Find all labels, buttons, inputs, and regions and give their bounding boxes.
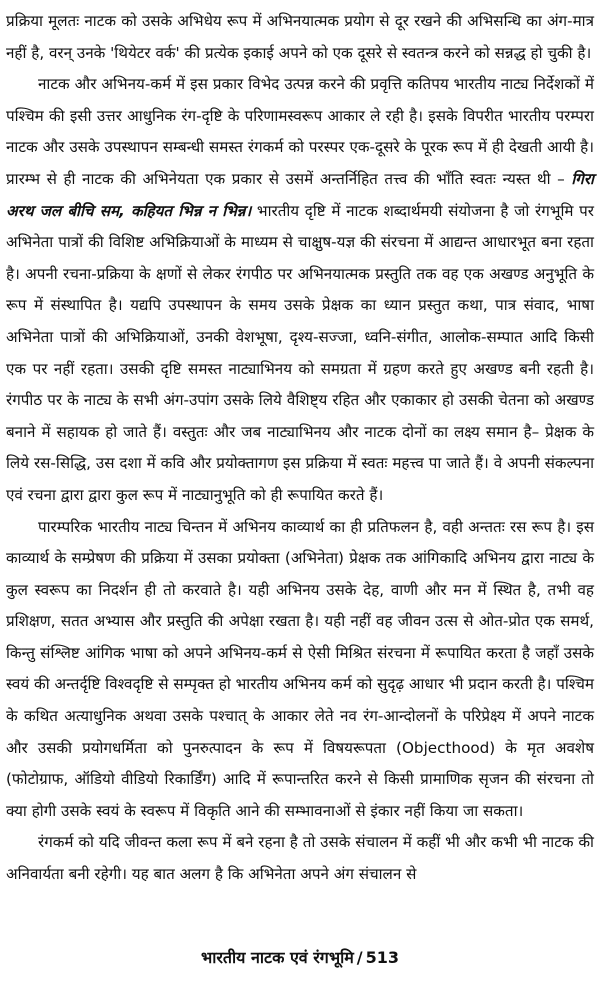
paragraph-rangkarm: रंगकर्म को यदि जीवन्त कला रूप में बने रहना है तो उसके संचालन में कहीं भी और कभी भी नाटक की अनिवार्यता बनी रहेगी। यह बात अलग है कि अभिनेता अपने अंग संचालन से [6,833,594,884]
footer-separator: / [356,948,363,967]
footer-book-title: भारतीय नाटक एवं रंगभूमि [200,948,354,967]
page-footer [0,946,600,968]
paragraph-text-after-quote: भारतीय दृष्टि में नाटक शब्दार्थमयी संयोजना है जो रंगभूमि पर अभिनेता पात्रों की विशिष्ट अभिक्रियाओं के माध्यम से चाक्षुष-यज्ञ की संरचना में आद्यन्त आधारभूत बना रहता है। अपनी रचना-प्रक्रिया के क्षणों से लेकर रंगपीठ पर अभिनयात्मक प्रस्तुति तक वह एक अखण्ड अनुभूति के रूप में संस्थापित है। यद्यपि उपस्थापन के समय उसके प्रेक्षक का ध्यान प्रस्तुत कथा, पात्र संवाद, भाषा अभिनेता पात्रों की अभिक्रियाओं, उनकी वेशभूषा, दृश्य-सज्जा, ध्वनि-संगीत, आलोक-सम्पात आदि किसी एक पर नहीं रहता। उसकी दृष्टि समस्त नाट्याभिनय को समग्रता में ग्रहण करते हुए अखण्ड बनी रहती है। रंगपीठ पर के नाट्य के सभी अंग-उपांग उसके लिये वैशिष्ट्य रहित और एकाकार हो उसकी चेतना को अखण्ड बनाने में सहायक हो जाते हैं। वस्तुतः और जब नाट्याभिनय और नाटक दोनों का लक्ष्य समान है– प्रेक्षक के लिये रस-सिद्धि, उस दशा में कवि और प्रयोक्तागण इस प्रक्रिया में स्वतः महत्त्व पा जाते हैं। वे अपनी संकल्पना एवं रचना द्वारा द्वारा कुल रूप में नाट्यानुभूति को ही रूपायित करते हैं। [6,201,594,504]
page-number: 513 [365,948,400,967]
paragraph-paramparik-chintan: पारम्परिक भारतीय नाट्य चिन्तन में अभिनय काव्यार्थ का ही प्रतिफलन है, वही अन्ततः रस रूप है। इस काव्यार्थ के सम्प्रेषण की प्रक्रिया में उसका प्रयोक्ता (अभिनेता) प्रेक्षक तक आंगिकादि अभिनय द्वारा नाट्य के कुल स्वरूप का निदर्शन ही तो करवाते है। यही अभिनय उसके देह, वाणी और मन में स्थित है, तभी वह प्रशिक्षण, सतत अभ्यास और प्रस्तुति की अपेक्षा रखता है। यही नहीं वह जीवन उत्स से ओत-प्रोत एक समर्थ, किन्तु संश्लिष्ट आंगिक भाषा को अपने अभिनय-कर्म से ऐसी मिश्रित संरचना में रूपायित करता है जहाँ उसके स्वयं की अन्तर्दृष्टि विश्वदृष्टि से सम्पृक्त हो भारतीय अभिनय कर्म को सुदृढ़ आधार भी प्रदान करती है। पश्चिम के कथित अत्याधुनिक अथवा उसके पश्चात् के आकार लेते नव रंग-आन्दोलनों के परिप्रेक्ष्य में अपने नाटक और उसकी प्रयोगधर्मिता को पुनरुत्पादन के रूप में विषयरूपता (Objecthood) के मृत अवशेष (फोटोग्राफ, ऑडियो वीडियो रिकार्डिंग) आदि में रूपान्तरित करने से किसी प्रामाणिक सृजन की संरचना तो क्या होगी उसके स्वयं के स्वरूप में विकृति आने की सम्भावनाओं से इंकार नहीं किया जा सकता। [6,517,594,820]
paragraph-text-before-quote: नाटक और अभिनय-कर्म में इस प्रकार विभेद उत्पन्न करने की प्रवृत्ति कतिपय भारतीय नाट्य निर्देशकों में पश्चिम की इसी उत्तर आधुनिक रंग-दृष्टि के परिणामस्वरूप आकार ले रही है। इसके विपरीत भारतीय परम्परा नाटक और उसके उपस्थापन सम्बन्धी समस्त रंगकर्म को परस्पर एक-दूसरे के पूरक रूप में ही देखती आयी है। प्रारम्भ से ही नाटक की अभिनेयता एक प्रकार से उसमें अन्तर्निहित तत्त्व की भाँति स्वतः न्यस्त थी – [6,75,594,188]
quoted-verse: गिरा अरथ जल बीचि सम, कहियत भिन्न न भिन्न। [6,169,594,220]
paragraph-natak-abhinay [6,69,594,511]
paragraph-continuation: प्रक्रिया मूलतः नाटक को उसके अभिधेय रूप में अभिनयात्मक प्रयोग से दूर रखने की अभिसन्धि का अंग-मात्र नहीं है, वरन् उनके 'थियेटर वर्क' की प्रत्येक इकाई अपने को एक दूसरे से स्वतन्त्र करने को सन्नद्ध हो चुकी है। [6,12,594,62]
